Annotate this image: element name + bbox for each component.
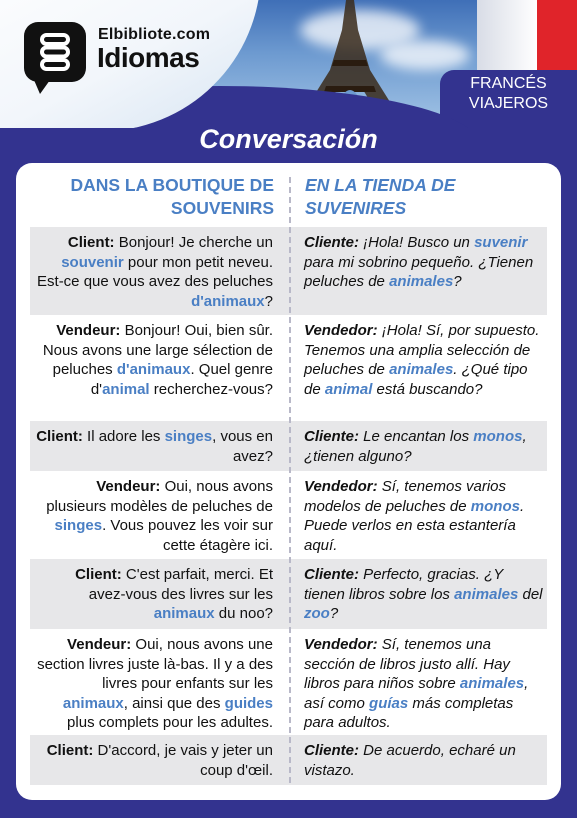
speaker-label: Cliente:: [304, 742, 360, 759]
dialogue-text: Perfecto, gracias. ¿Y tienen libros sobre los: [304, 566, 503, 603]
vocab-word: animaux: [153, 605, 215, 622]
tag-language: FRANCÉS: [470, 75, 547, 92]
dialogue-text: Le encantan los: [359, 428, 474, 445]
vocab-word: animales: [459, 675, 525, 692]
dialogue-text: ?: [264, 292, 273, 310]
tag-category: VIAJEROS: [468, 95, 549, 112]
vocab-word: animales: [454, 585, 519, 603]
speaker-label: Client:: [75, 566, 122, 583]
french-line: [30, 559, 273, 624]
dialogue-text: para mi sobrino pequeño. ¿Tienen peluches de: [304, 253, 534, 290]
french-line: [30, 629, 273, 733]
dialogue-text: del: [518, 585, 543, 603]
dialogue-text: recherchez-vous?: [149, 380, 273, 398]
french-line: [30, 471, 273, 555]
speaker-label: Vendedor:: [304, 636, 378, 653]
category-tag: [440, 70, 577, 118]
speaker-label: Client:: [36, 428, 83, 445]
dialogue-text: plus complets pour les adultes.: [67, 714, 273, 731]
dialogue-text: Oui, nous avons une section livres juste là-bas. Il y a des livres pour enfants sur les: [37, 636, 273, 692]
french-column-title: DANS LA BOUTIQUE DE SOUVENIRS: [70, 175, 274, 218]
vocab-word: zoo: [304, 605, 330, 622]
speaker-label: Cliente:: [304, 234, 360, 251]
vocab-word: d'animaux: [116, 361, 191, 378]
dialogue-text: , ¿tienen alguno?: [304, 428, 527, 465]
dialogue-text: ?: [453, 273, 462, 290]
speaker-label: Vendedor:: [304, 322, 378, 339]
spanish-column-title: EN LA TIENDA DE SUVENIRES: [305, 175, 456, 218]
speaker-label: Vendeur:: [56, 322, 121, 339]
dialogue-text: . Puede verlos en esta estantería aquí.: [304, 497, 525, 554]
french-line: [30, 421, 273, 466]
vocab-word: d'animaux: [191, 292, 265, 310]
dialogue-text: De acuerdo, echaré un vistazo.: [304, 742, 516, 779]
dialogue-text: ¡Hola! Busco un: [359, 234, 475, 251]
vocab-word: suvenir: [474, 234, 528, 251]
dialogue-text: , así como: [304, 675, 529, 712]
vocab-word: monos: [470, 497, 520, 515]
spanish-line: [304, 421, 547, 466]
brand-site: Elbibliote.com: [98, 26, 211, 43]
dialogue-text: , ainsi que des: [123, 694, 225, 712]
column-divider: [289, 177, 291, 783]
dialogue-text: du noo?: [214, 605, 273, 622]
dialogue-text: C'est parfait, merci. Et avez-vous des livres sur les: [88, 566, 273, 603]
dialogue-text: Il adore les: [82, 428, 165, 445]
french-line: [30, 735, 273, 780]
speaker-label: Vendeur:: [67, 636, 132, 653]
vocab-word: singes: [54, 517, 103, 534]
page-title: Conversación: [199, 124, 378, 154]
french-line: [30, 227, 273, 311]
speaker-label: Cliente:: [304, 428, 360, 445]
vocab-word: animaux: [62, 694, 124, 712]
speaker-label: Client:: [67, 234, 115, 251]
dialogue-text: está buscando?: [372, 380, 483, 398]
vocab-word: animales: [389, 361, 454, 378]
spanish-line: [304, 471, 547, 555]
french-line: [30, 315, 273, 399]
vocab-word: animales: [389, 273, 454, 290]
vocab-word: animal: [102, 380, 150, 398]
speaker-label: Cliente:: [304, 566, 360, 583]
vocab-word: guías: [369, 694, 409, 712]
speaker-label: Vendedor:: [304, 478, 378, 495]
spanish-line: [304, 735, 547, 780]
dialogue-text: ¡Hola! Sí, por supuesto. Tenemos una amplia selección de peluches de: [304, 322, 540, 378]
dialogue-text: Sí, tenemos varios modelos de peluches de: [304, 478, 507, 515]
dialogue-text: más completas para adultos.: [304, 694, 514, 731]
vocab-word: guides: [224, 694, 273, 712]
spanish-line: [304, 315, 547, 399]
speaker-label: Vendeur:: [96, 478, 161, 495]
vocab-word: animal: [324, 380, 373, 398]
vocab-word: souvenir: [61, 253, 124, 271]
dialogue-text: ?: [329, 605, 339, 622]
speaker-label: Client:: [46, 742, 94, 759]
header: [0, 0, 577, 128]
spanish-line: [304, 559, 547, 624]
conversation-card: [16, 163, 561, 800]
dialogue-text: pour mon petit neveu. Est-ce que vous avez des peluches: [37, 253, 273, 290]
vocab-word: singes: [164, 428, 213, 445]
brand-name: Idiomas: [97, 42, 200, 73]
dialogue-text: Bonjour! Je cherche un: [114, 234, 273, 251]
dialogue-text: Sí, tenemos una sección de libros justo allí. Hay libros para niños sobre: [304, 636, 510, 692]
dialogue-text: D'accord, je vais y jeter un coup d'œil.: [93, 742, 273, 779]
vocab-word: monos: [473, 428, 523, 445]
spanish-line: [304, 629, 547, 733]
logo-e-icon: [24, 22, 86, 82]
dialogue-text: Bonjour! Oui, bien sûr. Nous avons une large sélection de peluches: [42, 322, 273, 378]
dialogue-text: , vous en avez?: [212, 428, 273, 465]
dialogue-text: . ¿Qué tipo de: [304, 361, 528, 398]
dialogue-text: . Vous pouvez les voir sur cette étagère ici.: [102, 517, 273, 554]
dialogue-text: . Quel genre d': [90, 361, 273, 398]
spanish-line: [304, 227, 547, 292]
dialogue-text: Oui, nous avons plusieurs modèles de peluches de: [46, 478, 273, 515]
